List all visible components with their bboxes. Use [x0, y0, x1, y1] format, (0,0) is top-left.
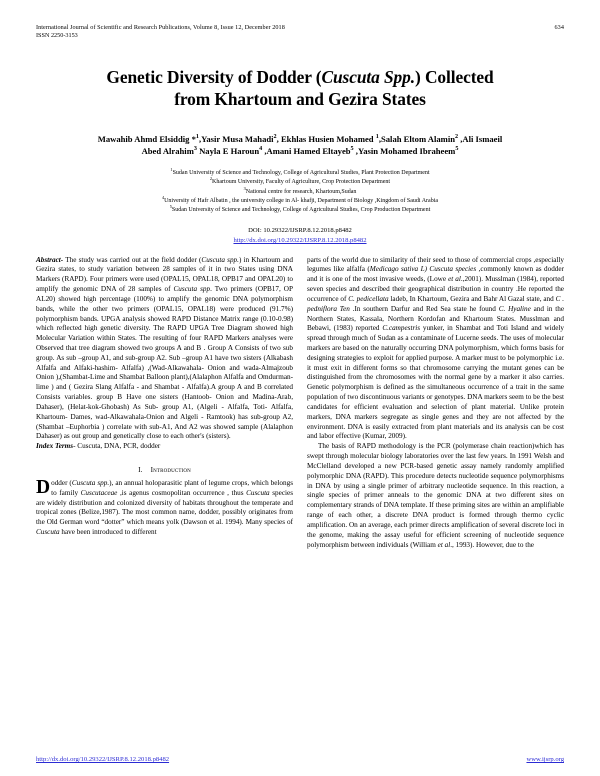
section-name: Introduction	[150, 466, 191, 475]
affiliation-text: University of Hafr Albatin , the university college in Al- khafji, Department of Biology ,Kingdom of Saudi Arabia	[164, 197, 439, 204]
page-number: 634	[554, 24, 564, 31]
doi-link[interactable]: http://dx.doi.org/10.29322/IJSRP.8.12.2018.p8482	[233, 237, 367, 244]
index-terms-text: - Cuscuta, DNA, PCR, dodder	[73, 442, 161, 451]
affiliation-text: National centre for research, Khartoum,Sudan	[245, 188, 357, 195]
author-line-1: Mawahib Ahmd Elsiddig *$^1$,Yasir Musa Mahadi$^2$, Ekhlas Husien Mohamed $^1$,Salah Eltom Alamin$^2$ ,Ali Ismaeil	[97, 132, 503, 144]
affiliation-sup: 4	[161, 194, 165, 200]
drop-cap: D	[36, 476, 51, 498]
section-heading-introduction	[36, 466, 293, 476]
doi-label: DOI: 10.29322/IJSRP.8.12.2018.p8482	[248, 227, 352, 235]
abstract-paragraph: Abstract- The study was carried out at the field dodder (Cuscuta spp.) in Khartoum and Gezira states, to study variation between 28 samples of it in two States using DNA Markers (RAPD). Four primers were used (OPAL15, OPAL18, OPB17 and OPAL20) to amplify the genomic DNA of 28 samples of Cuscuta spp. Two primers (OPB17, OP AL20) showed high percentage (100%) to amplify the genomic DNA polymorphism bands, while the other two primers (OPAL15, OPAL18) were produced (91.7%) polymorphism bands. UPGA analysis showed RAPD Distance Matrix range (0.10-0.98) which reflected high genetic diversity. The RAPD UPGA Tree Diagram showed high Molecular Variation within States. The resulting of four RAPD Markers analyses were Observed that tree diagram showed two groups A and B . Group A Consists of two sub group. As sub –group A1, and sub-group A2. Sub –group A1 have two sisters (Alkabash Alfalfa and Alfaki-hashim- Alfalfa) ,(Wad-Alkawahala- Onion and wada-Almajzoub Onion ),(Shambat-Lime and Shambat Balloon plant),(Alalaphon Alfalfa and Omdurman- lime ) and ( Gezira Slang Alfalfa - and Shambat - Alfalfa).A group A and B correlated Consists variables. group B Have one sisters (Hantoob- Onion and Madina-Arab, Dahaser), (Helat-kok-Ghobash) As Sub- group A1, (Algeli - Alfalfa, Toti- Alfalfa, Khartoum- Dames, wad-Alkawahala-Onion and Algeli - Ramtook) has sub-group A2, (Shambat –Euphorbia ) correlate with sub-A1, And A2 was showed sample (Alalaphon Dahaser) as out group and genetically close to each other's (sisters).	[36, 255, 294, 441]
intro-paragraph: Dodder (Cuscuta spp.), an annual holoparasitic plant of legume crops, which belongs to family Cuscutaceae ,is agenus cosmopolitan occurrence , thus Cuscuta species are widely distribution and colonized diversity of habitats throughout the temperate and tropical zones (Belize,1987). The most common name, dodder, possibly originates from the Old German word “dotter” which means yolk (Dawson et al. 1994). Many species of Cuscuta have been introduced to different	[36, 476, 294, 537]
abstract-label: Abstract-	[36, 255, 64, 264]
doi-block	[36, 226, 564, 245]
affiliation-item	[36, 194, 564, 206]
affiliation-sup: 3	[243, 185, 246, 191]
footer-doi-link[interactable]: http://dx.doi.org/10.29322/IJSRP.8.12.2018.p8482	[36, 756, 170, 763]
affiliation-list	[36, 166, 564, 215]
author-list	[36, 133, 564, 157]
page-title	[36, 67, 564, 111]
affiliation-sup: 1	[170, 166, 173, 172]
affiliation-item	[36, 185, 564, 197]
body-columns	[36, 256, 564, 551]
affiliation-item	[36, 166, 564, 178]
right-column	[307, 256, 564, 551]
affiliation-text: Sudan University of Science and Technology, College of Agricultural Studies, Crop Production Department	[171, 207, 431, 214]
index-terms	[36, 442, 293, 452]
author-sup: 1	[195, 132, 199, 140]
running-header	[36, 24, 564, 32]
right-paragraph-2: The basis of RAPD methodology is the PCR (polymerase chain reaction)which has swept through molecular biology laboratories over the last few years. In 1991 Welsh and McClelland developed a new PCR-based genetic assay namely randomly amplified polymorphic DNA (RAPD). This procedure detects nucleotide sequence polymorphisms in DNA by using a single primer of arbitrary nucleotide sequence. In this reaction, a single species of primer anneals to the genomic DNA at two different sites on complementary strands of DNA template. If these priming sites are within an amplifiable range of each other, a discrete DNA product is formed through thermo cyclic amplification. On an average, each primer directs amplification of several discrete loci in the genome, making the assay useful for efficient screening of nucleotide sequence polymorphism between individuals (William et al., 1993). However, due to the	[307, 442, 564, 549]
author-sup: 5	[455, 144, 459, 152]
affiliation-item	[36, 206, 564, 215]
index-terms-label: Index Terms	[36, 442, 74, 451]
journal-citation-line: International Journal of Scientific and Research Publications, Volume 8, Issue 12, December 2018	[36, 24, 285, 31]
title-line-1: Genetic Diversity of Dodder (Cuscuta Spp.) Collected	[106, 66, 494, 87]
issn-line: ISSN 2250-3153	[36, 32, 78, 40]
affiliation-text: Khartoum University, Faculty of Agriculture, Crop Protection Department	[212, 179, 391, 186]
author-line-2: Abed Alrahim$^3$ Nayla E Haroun$^4$ ,Amani Hamed Eltayeb$^5$ ,Yasin Mohamed Ibraheem$^5$	[141, 144, 459, 156]
affiliation-sup: 2	[209, 176, 213, 182]
author-sup: 4	[259, 144, 263, 152]
title-line-2: from Khartoum and Gezira States	[174, 88, 426, 109]
affiliation-text: Sudan University of Science and Technology, College of Agricultural Studies, Plant Protection Department	[172, 169, 430, 176]
affiliation-item	[36, 178, 564, 187]
right-paragraph-1: parts of the world due to similarity of their seed to those of commercial crops ,especially legumes like alfalfa (Medicago sativa L) Cuscuta species ,commonly known as dodder and it is one of the most invasive weeds, (Lowe et al.,2001). Musslman (1984), reported seven species and described their geographical distribution in country .He reported the occurrence of C. pedicellata ladeb, In Khartoum, Gezira and Bahr Al Gazal state, and C . pedniflora Ten .In southern Darfur and Red Sea state he found C. Hyaline and in the Northern States, Kassala, Northern Kordofan and Khartoum States. Musslman and Bebawi, (1983) reported C.campestris yunker, in Shambat and Toti Island and widely spread through much of Sudan as a contaminate of Lucerne seeds. The uses of molecular markers are based on the naturally occurring DNA polymorphism, which forms basis for designing strategies to exploit for applied purpose. A marker must to be polymorphic i.e. it must exit in different forms so that chromosome carrying the mutant genes can be distinguished from the chromosomes with the normal gene by a marker it also carries. Genetic polymorphism is defined as the simultaneous occurrence of a trait in the same population of two discontinuous variants or genotypes. DNA markers seem to be the best candidates for efficient evaluation and selection of plant material. Unlike protein markers, DNA markers segregate as single genes and they are not affected by the environment. DNA is easily extracted from plant materials and its analysis can be cost and labor effective (Kumar, 2009).	[307, 255, 565, 441]
author-sup: 5	[350, 144, 354, 152]
author-sup: 3	[193, 144, 197, 152]
affiliation-sup: 5	[169, 204, 172, 210]
author-sup: 2	[455, 132, 459, 140]
footer-site-link[interactable]: www.ijsrp.org	[526, 756, 564, 763]
page-content	[36, 24, 564, 550]
left-column	[36, 256, 293, 538]
author-sup: 1	[375, 132, 379, 140]
page-footer	[36, 756, 564, 763]
section-number: I.	[138, 466, 143, 475]
author-sup: 2	[273, 132, 277, 140]
